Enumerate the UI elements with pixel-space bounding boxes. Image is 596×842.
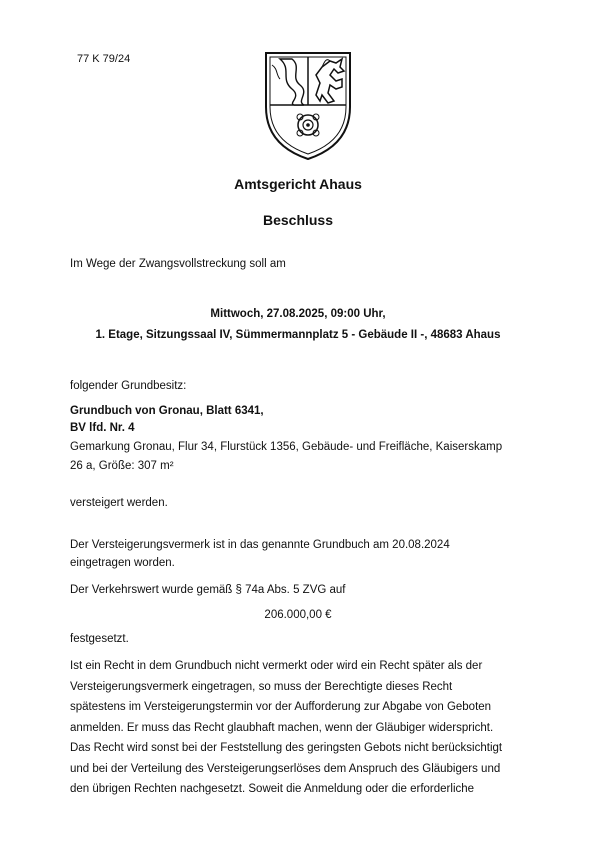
- paragraph-line: spätestens im Versteigerungstermin vor der Aufforderung zur Abgabe von Geboten: [70, 701, 492, 713]
- grundbuch-entry: Grundbuch von Gronau, Blatt 6341,: [70, 405, 264, 417]
- intro-text: Im Wege der Zwangsvollstreckung soll am: [70, 258, 286, 270]
- appointment-location: 1. Etage, Sitzungssaal IV, Sümmermannplatz 5 - Gebäude II -, 48683 Ahaus: [95, 329, 501, 341]
- paragraph-line: und bei der Verteilung des Versteigerungserlöses dem Anspruch des Gläubigers und: [70, 762, 501, 775]
- property-description-line1: Gemarkung Gronau, Flur 34, Flurstück 1356, Gebäude- und Freifläche, Kaiserskamp: [70, 441, 503, 453]
- paragraph-line: Versteigerungsvermerk eingetragen, so muss der Berechtigte dieses Recht: [70, 680, 453, 693]
- paragraph-line: Ist ein Recht in dem Grundbuch nicht vermerkt oder wird ein Recht später als der: [70, 660, 483, 672]
- bv-number: BV lfd. Nr. 4: [70, 422, 135, 434]
- legal-paragraph: [70, 656, 530, 800]
- document-title: Beschluss: [262, 212, 334, 228]
- paragraph-line: den übrigen Rechten nachgesetzt. Soweit die Anmeldung oder die erforderliche: [70, 783, 475, 795]
- property-intro: folgender Grundbesitz:: [70, 380, 187, 392]
- property-description-line2: 26 a, Größe: 307 m²: [70, 460, 174, 472]
- appointment-date: Mittwoch, 27.08.2025, 09:00 Uhr,: [210, 308, 386, 320]
- vermerk-line1: Der Versteigerungsvermerk ist in das genannte Grundbuch am 20.08.2024: [70, 539, 450, 551]
- vermerk-line2: eingetragen worden.: [70, 557, 175, 569]
- paragraph-line: Das Recht wird sonst bei der Feststellung des geringsten Gebots nicht berücksichtigt: [70, 742, 503, 754]
- verkehrswert-amount: 206.000,00 €: [264, 609, 332, 621]
- paragraph-line: anmelden. Er muss das Recht glaubhaft machen, wenn der Gläubiger widerspricht.: [70, 721, 494, 734]
- court-name: Amtsgericht Ahaus: [234, 176, 362, 192]
- verkehrswert-text: Der Verkehrswert wurde gemäß § 74a Abs. 5 ZVG auf: [70, 584, 346, 596]
- coat-of-arms-logo: [258, 45, 358, 163]
- versteigert-text: versteigert werden.: [70, 497, 168, 509]
- festgesetzt-text: festgesetzt.: [70, 633, 129, 645]
- case-reference: 77 K 79/24: [77, 53, 131, 65]
